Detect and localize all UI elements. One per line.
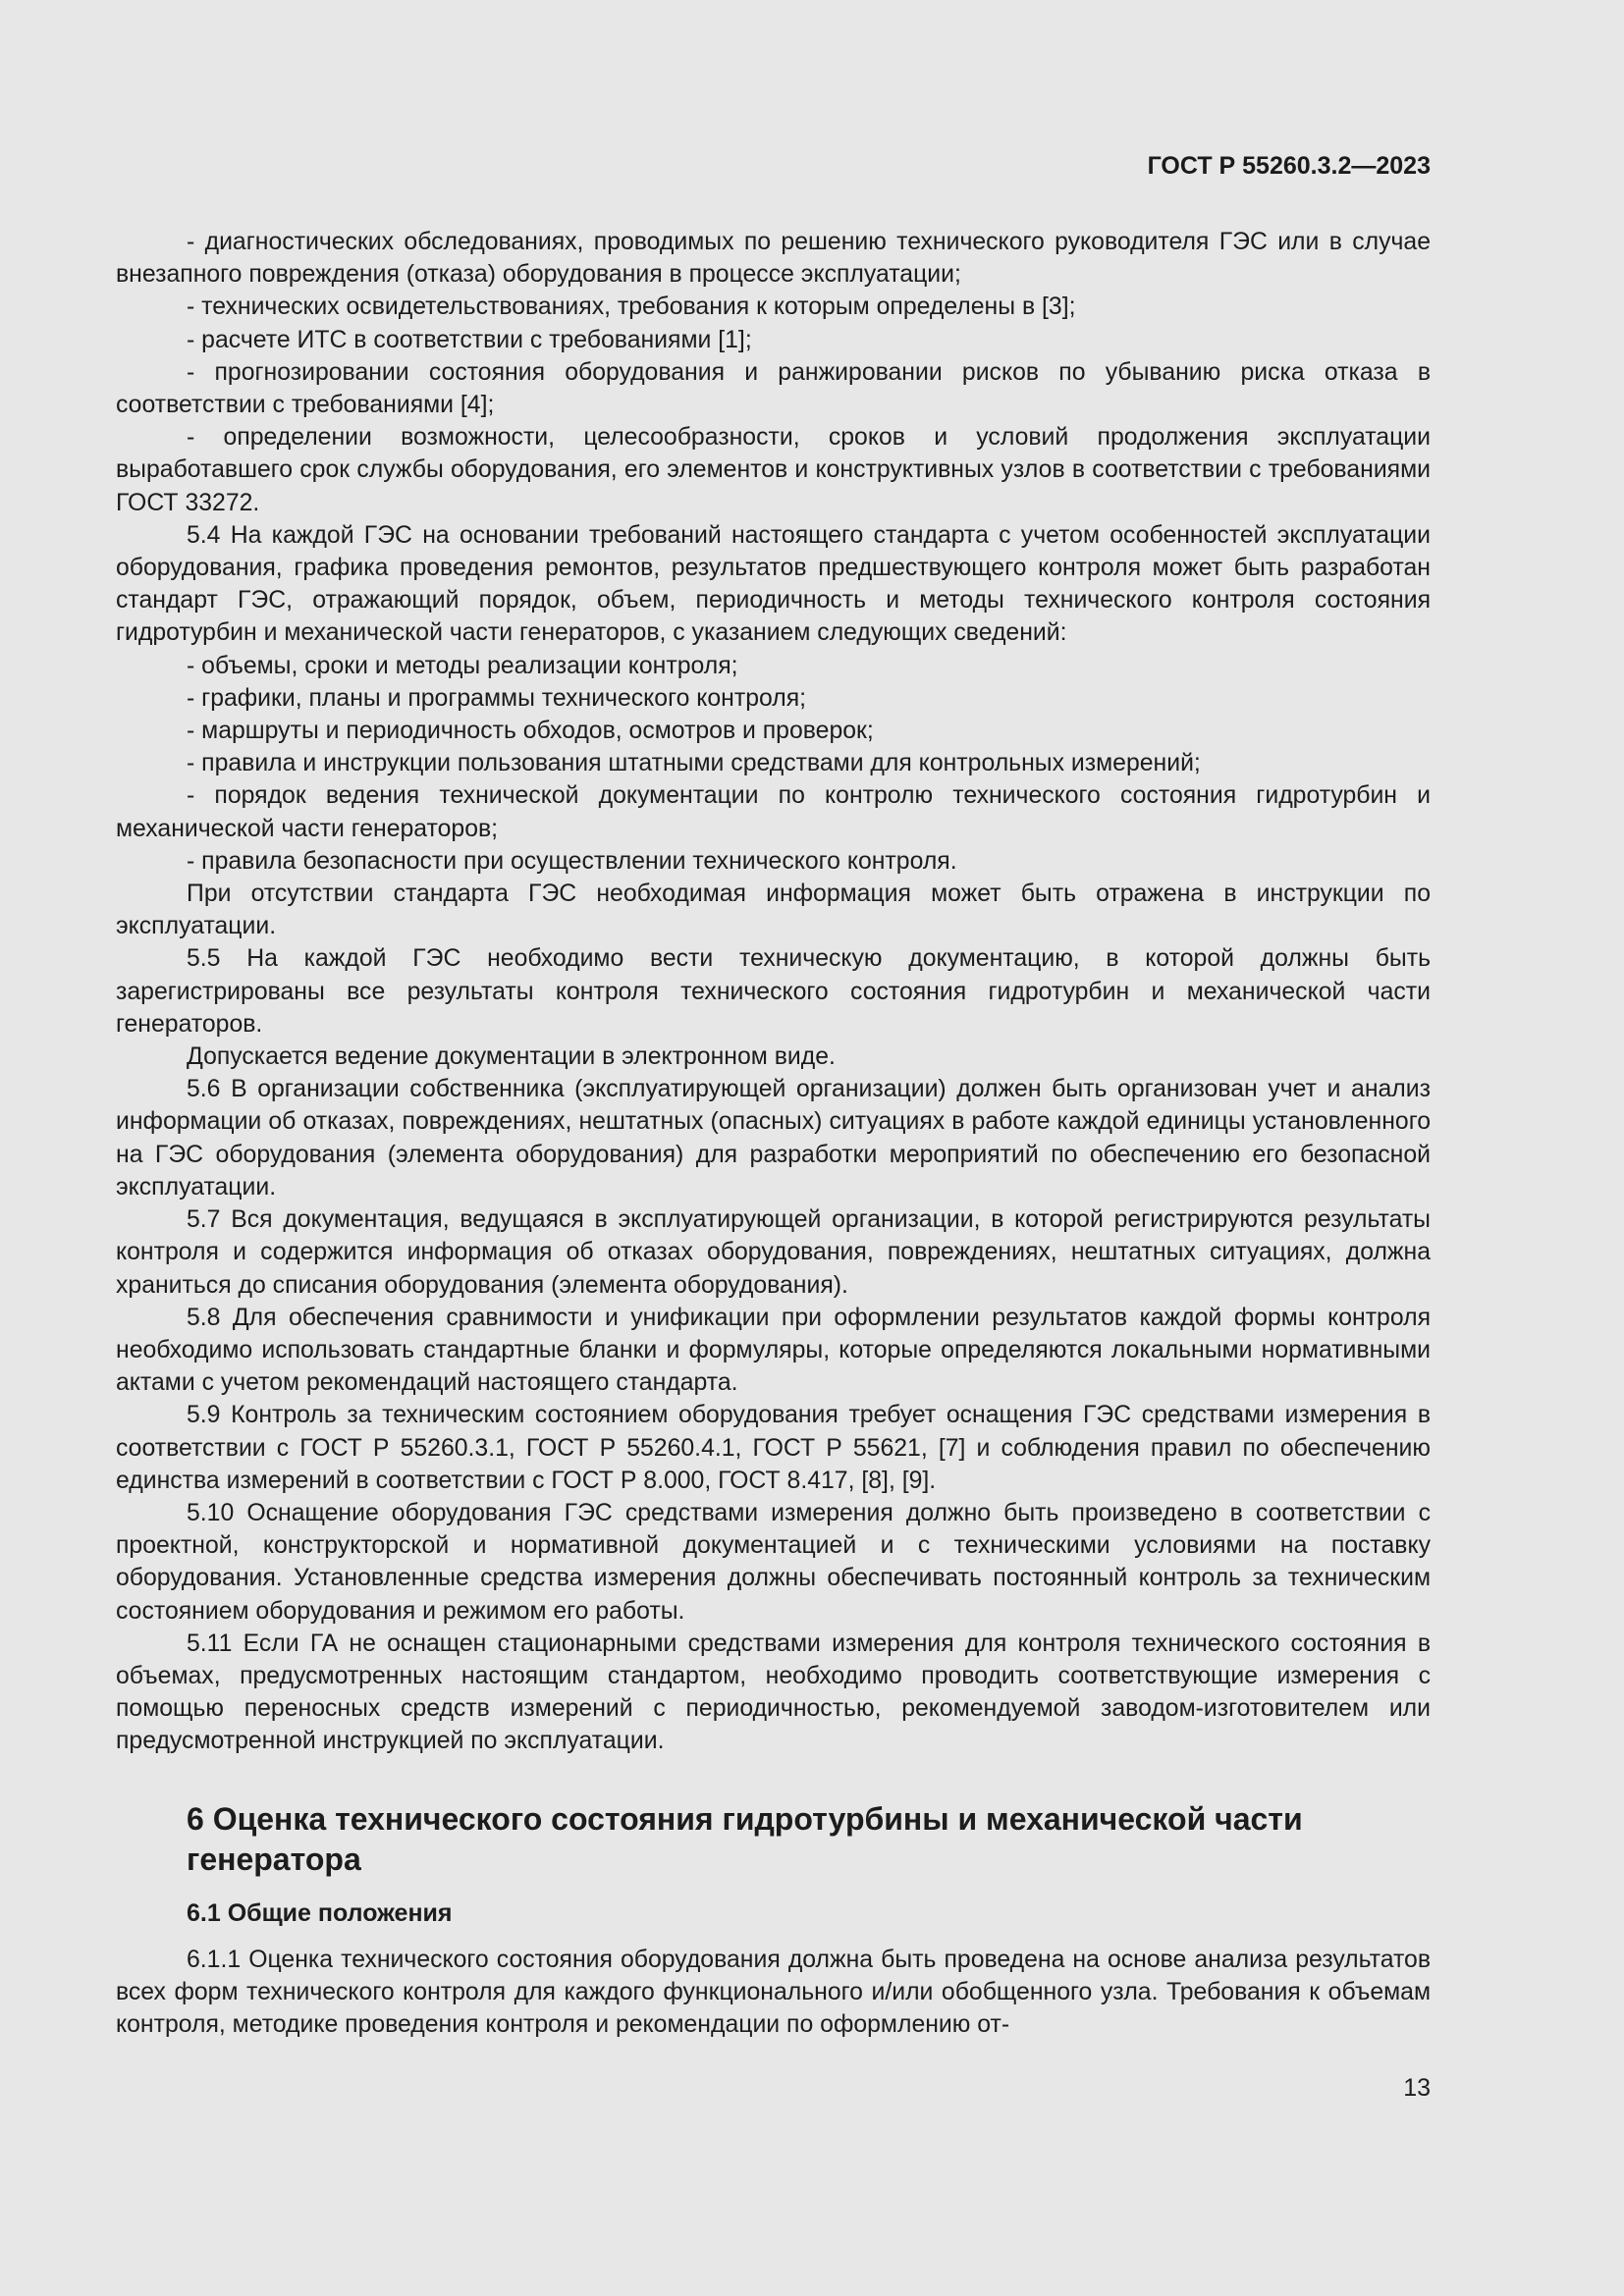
paragraph-5-4-note: При отсутствии стандарта ГЭС необходимая информация может быть отражена в инструкции по эксплуатации. xyxy=(116,881,1431,940)
list-item: - маршруты и периодичность обходов, осмотров и проверок; xyxy=(187,718,874,745)
paragraph-5-5-note: Допускается ведение документации в электронном виде. xyxy=(187,1043,836,1071)
paragraph-5-11: 5.11 Если ГА не оснащен стационарными средствами измерения для контроля технического состояния в объемах, предусмотренных настоящим стандартом, необходимо проводить соответствующие измерения с помощью переносных средств измерений с периодичностью, рекомендуемой заводом-изготовителем или предусмотренной инструкцией по эксплуатации. xyxy=(116,1629,1431,1755)
list-item: - объемы, сроки и методы реализации контроля; xyxy=(187,652,738,679)
document-body xyxy=(116,226,1431,2041)
list-item: - расчете ИТС в соответствии с требованиями [1]; xyxy=(187,326,752,353)
list-item: - технических освидетельствованиях, требования к которым определены в [3]; xyxy=(187,294,1076,321)
paragraph-5-4: 5.4 На каждой ГЭС на основании требований настоящего стандарта с учетом особенностей эксплуатации оборудования, графика проведения ремонтов, результатов предшествующего контроля может быть разработан стандарт ГЭС, отражающий порядок, объем, периодичность и методы технического контроля состояния гидротурбин и механической части генераторов, с указанием следующих сведений: xyxy=(116,521,1431,647)
paragraph-5-7: 5.7 Вся документация, ведущаяся в эксплуатирующей организации, в которой регистрируются результаты контроля и содержится информация об отказах оборудования, повреждениях, нештатных ситуациях, должна храниться до списания оборудования (элемента оборудования). xyxy=(116,1206,1431,1299)
list-item: - диагностических обследованиях, проводимых по решению технического руководителя ГЭС или в случае внезапного повреждения (отказа) оборудования в процессе эксплуатации; xyxy=(116,229,1431,289)
list-item: - определении возможности, целесообразности, сроков и условий продолжения эксплуатации выработавшего срок службы оборудования, его элементов и конструктивных узлов в соответствии с требованиями ГОСТ 33272. xyxy=(116,424,1431,516)
page-number: 13 xyxy=(1403,2074,1431,2102)
subsection-6-1-heading: 6.1 Общие положения xyxy=(187,1898,453,1927)
list-item: - графики, планы и программы технического контроля; xyxy=(187,684,807,712)
paragraph-5-9: 5.9 Контроль за техническим состоянием оборудования требует оснащения ГЭС средствами измерения в соответствии с ГОСТ Р 55260.3.1, ГОСТ Р 55260.4.1, ГОСТ Р 55621, [7] и соблюдения правил по обеспечению единства измерений в соответствии с ГОСТ Р 8.000, ГОСТ 8.417, [8], [9]. xyxy=(116,1402,1431,1494)
paragraph-6-1-1: 6.1.1 Оценка технического состояния оборудования должна быть проведена на основе анализа результатов всех форм технического контроля для каждого функционального и/или обобщенного узла. Требования к объемам контроля, методике проведения контроля и рекомендации по оформлению от- xyxy=(116,1946,1431,2038)
paragraph-5-10: 5.10 Оснащение оборудования ГЭС средствами измерения должно быть произведено в соответствии с проектной, конструкторской и нормативной документацией и с техническими условиями на поставку оборудования. Установленные средства измерения должны обеспечивать постоянный контроль за техническим состоянием оборудования и режимом его работы. xyxy=(116,1499,1431,1625)
paragraph-5-8: 5.8 Для обеспечения сравнимости и унификации при оформлении результатов каждой формы контроля необходимо использовать стандартные бланки и формуляры, которые определяются локальными нормативными актами с учетом рекомендаций настоящего стандарта. xyxy=(116,1304,1431,1397)
list-item: - правила и инструкции пользования штатными средствами для контрольных измерений; xyxy=(187,750,1201,777)
paragraph-5-6: 5.6 В организации собственника (эксплуатирующей организации) должен быть организован учет и анализ информации об отказах, повреждениях, нештатных (опасных) ситуациях в работе каждой единицы установленного на ГЭС оборудования (элемента оборудования) для разработки мероприятий по обеспечению его безопасной эксплуатации. xyxy=(116,1076,1431,1201)
document-number-header: ГОСТ Р 55260.3.2—2023 xyxy=(1147,152,1431,180)
list-item: - прогнозировании состояния оборудования и ранжировании рисков по убыванию риска отказа в соответствии с требованиями [4]; xyxy=(116,358,1431,419)
paragraph-5-5: 5.5 На каждой ГЭС необходимо вести техническую документацию, в которой должны быть зарегистрированы все результаты контроля технического состояния гидротурбин и механической части генераторов. xyxy=(116,945,1431,1038)
list-item: - правила безопасности при осуществлении технического контроля. xyxy=(187,847,957,875)
list-item: - порядок ведения технической документации по контролю технического состояния гидротурбин и механической части генераторов; xyxy=(116,782,1431,842)
section-6-heading: 6 Оценка технического состояния гидротурбины и механической части генератора xyxy=(187,1800,1303,1877)
